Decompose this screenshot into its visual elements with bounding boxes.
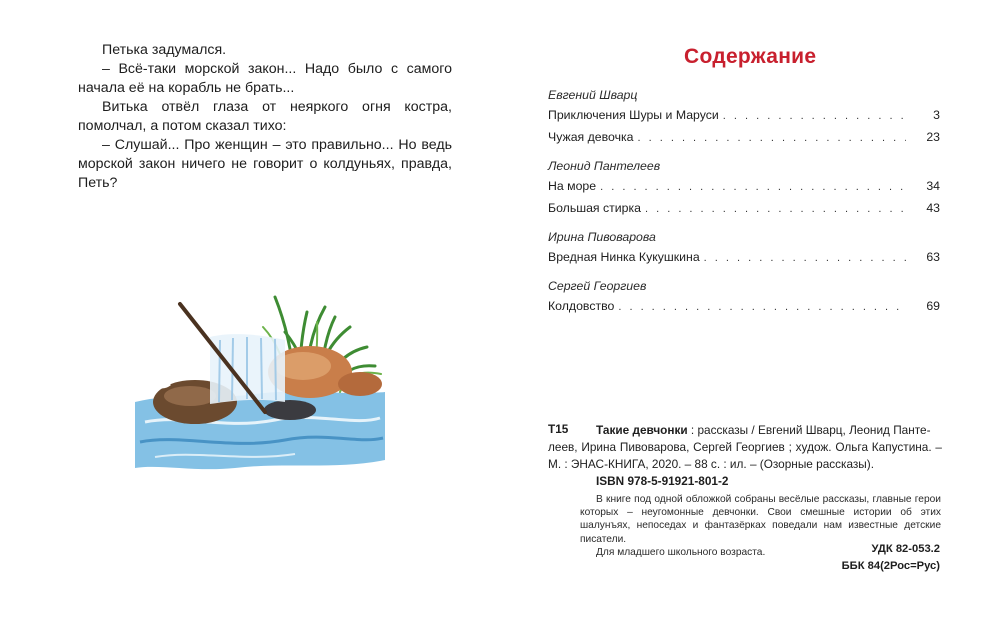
book-title: Такие девчонки	[596, 423, 688, 437]
toc-author: Евгений Шварц	[548, 88, 638, 102]
story-paragraph: – Слушай... Про женщин – это правильно... Но ведь морской закон ничего не говорит о колдуньях, правда, Петь?	[78, 137, 452, 191]
toc-entry-title: Большая стирка	[548, 201, 641, 215]
toc-entry-page: 69	[926, 299, 940, 313]
toc-entry[interactable]	[548, 197, 940, 219]
contents-title: Содержание	[684, 45, 817, 68]
isbn: ISBN 978-5-91921-801-2	[596, 474, 729, 488]
toc-entry[interactable]	[548, 104, 940, 126]
annotation-audience: Для младшего школьного возраста.	[596, 546, 766, 558]
toc-entry-title: Вредная Нинка Кукушкина	[548, 250, 700, 264]
toc-entry-title: Колдовство	[548, 299, 615, 313]
toc-leader-dots	[618, 296, 906, 318]
toc-leader-dots	[600, 176, 906, 198]
toc-entry-page: 3	[933, 108, 940, 122]
toc-author: Ирина Пивоварова	[548, 230, 656, 244]
classification-codes	[842, 541, 940, 575]
bbk-code: ББК 84(2Рос=Рус)	[841, 560, 940, 572]
toc-entry-page: 34	[926, 179, 940, 193]
toc-entry-page: 63	[926, 250, 940, 264]
toc-entry-title: Приключения Шуры и Маруси	[548, 108, 719, 122]
toc-author: Сергей Георгиев	[548, 279, 647, 293]
toc-entry-title: Чужая девочка	[548, 130, 634, 144]
illustration-waterfall	[135, 292, 385, 472]
rock	[264, 400, 316, 420]
toc-entry[interactable]	[548, 295, 940, 317]
udk-code: УДК 82-053.2	[871, 543, 940, 555]
story-paragraph: Петька задумался.	[102, 42, 227, 58]
annotation-text: В книге под одной обложкой собраны весёлые рассказы, главные герои которых – неугомонные девчонки. Свои смешные истории об этих шалунъях, непоседах и фантазёрках поведали нам известные детские писатели.	[580, 494, 941, 545]
story-text	[78, 41, 452, 193]
description-first-line: : рассказы / Евгений Шварц, Леонид Панте-	[687, 423, 931, 437]
rock	[338, 372, 382, 396]
story-paragraph: – Всё-таки морской закон... Надо было с самого начала её на корабль не брать...	[78, 61, 452, 96]
toc-entry[interactable]	[548, 175, 940, 197]
story-paragraph: Витька отвёл глаза от неяркого огня костра, помолчал, а потом сказал тихо:	[78, 99, 452, 134]
toc-entry-title: На море	[548, 179, 597, 193]
toc-leader-dots	[638, 127, 907, 149]
toc-leader-dots	[645, 198, 906, 220]
table-of-contents	[548, 86, 940, 317]
toc-leader-dots	[723, 105, 906, 127]
toc-entry-page: 43	[926, 201, 940, 215]
toc-entry[interactable]	[548, 126, 940, 148]
toc-leader-dots	[704, 247, 906, 269]
catalog-code: Т15	[548, 422, 569, 436]
bibliographic-record	[548, 422, 942, 473]
description-continuation: леев, Ирина Пивоварова, Сергей Георгиев ; худож. Ольга Капустина. – М. : ЭНАС-КНИГА, 2020. – 88 с. : ил. – (Озорные рассказы).	[548, 440, 942, 471]
toc-author: Леонид Пантелеев	[548, 159, 661, 173]
toc-entry-page: 23	[926, 130, 940, 144]
toc-entry[interactable]	[548, 246, 940, 268]
